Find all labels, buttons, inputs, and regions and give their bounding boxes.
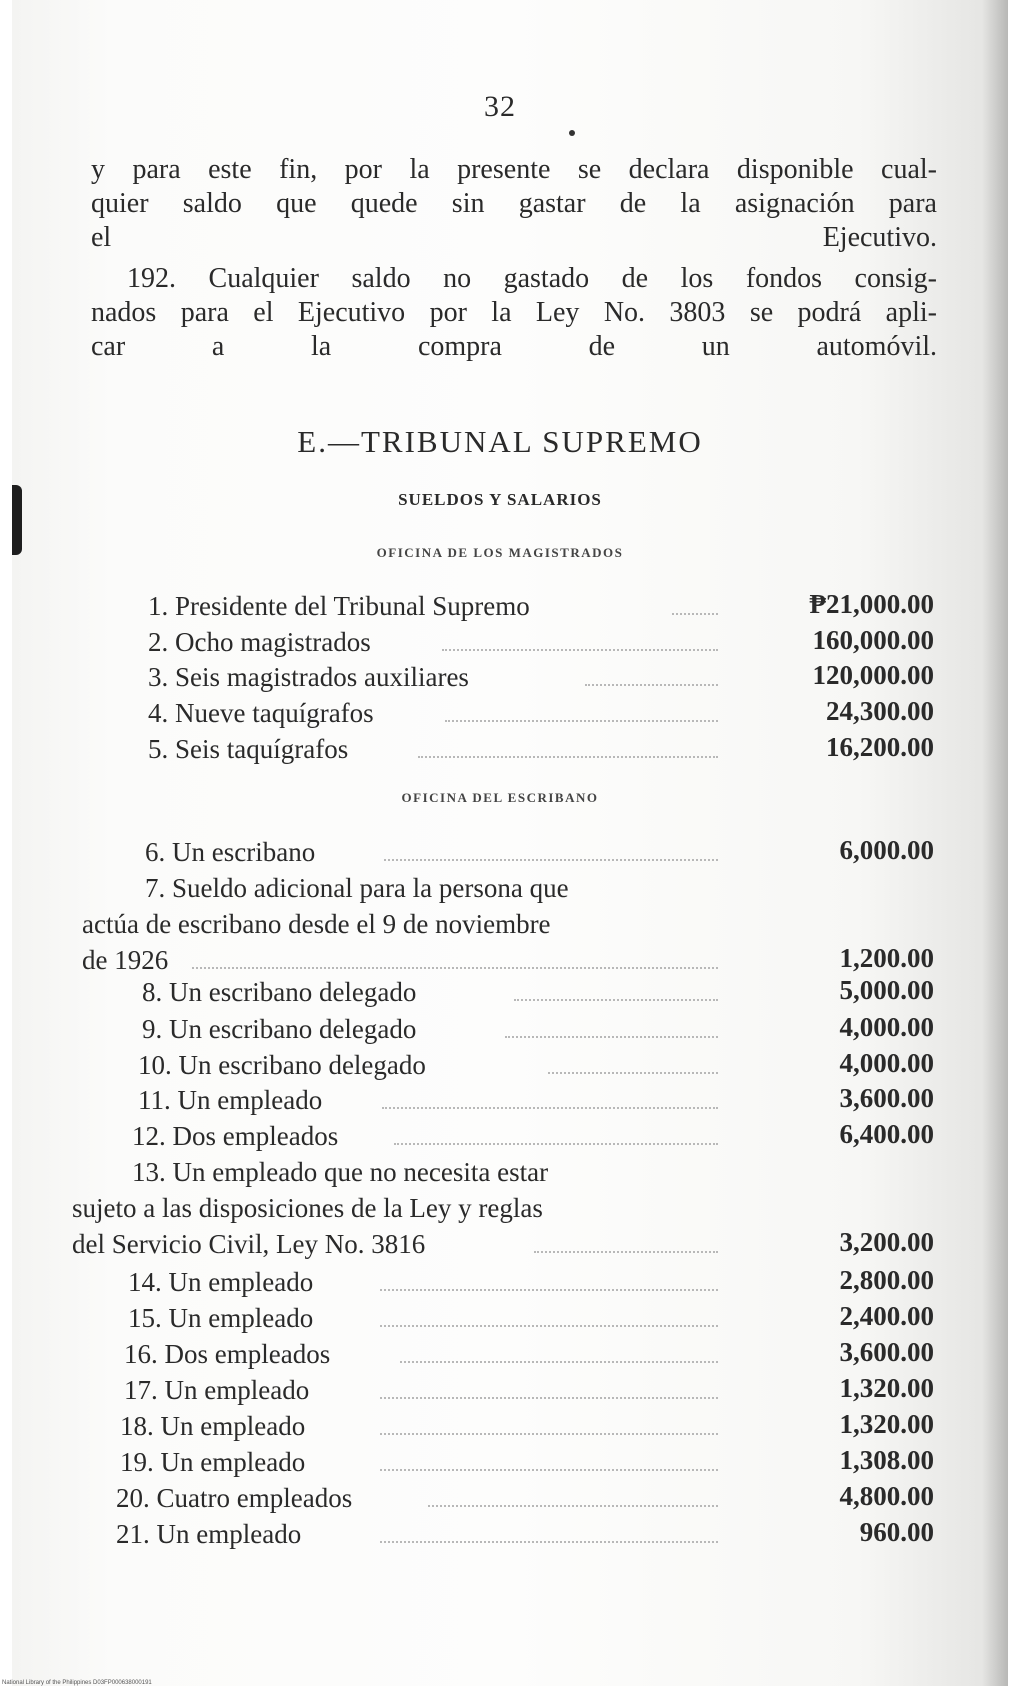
dotted-leader — [400, 1361, 718, 1363]
item-amount: 4,000.00 — [839, 1048, 934, 1078]
item-amount: 120,000.00 — [812, 660, 934, 690]
item-label-line: 7. Sueldo adicional para la persona que — [145, 873, 569, 903]
text-line: 192. Cualquier saldo no gastado de los fondos consig- — [127, 263, 937, 294]
item-label: 6. Un escribano — [145, 837, 316, 867]
item-label: 11. Un empleado — [138, 1085, 323, 1115]
item-label-line: 13. Un empleado que no necesita estar — [132, 1157, 549, 1187]
item-amount: 4,800.00 — [839, 1481, 934, 1511]
item-amount: 1,200.00 — [839, 943, 934, 973]
ink-dot — [569, 130, 575, 136]
item-amount: 4,000.00 — [839, 1012, 934, 1042]
dotted-leader — [394, 1143, 718, 1145]
item-amount: ₱21,000.00 — [809, 589, 934, 619]
item-label: 19. Un empleado — [120, 1447, 306, 1477]
item-label: 8. Un escribano delegado — [142, 977, 417, 1007]
item-label: 17. Un empleado — [124, 1375, 310, 1405]
dotted-leader — [382, 1107, 718, 1109]
dotted-leader — [380, 1397, 718, 1399]
item-label: 3. Seis magistrados auxiliares — [148, 662, 469, 692]
item-amount: 1,308.00 — [839, 1445, 934, 1475]
item-amount: 2,400.00 — [839, 1301, 934, 1331]
item-label: 9. Un escribano delegado — [142, 1014, 417, 1044]
item-label: 21. Un empleado — [116, 1519, 302, 1549]
item-amount: 960.00 — [859, 1517, 934, 1547]
item-amount: 3,200.00 — [839, 1227, 934, 1257]
paragraph-192 — [91, 262, 937, 364]
text-line: quier saldo que quede sin gastar de la asignación para — [91, 188, 937, 219]
dotted-leader — [192, 967, 718, 969]
dotted-leader — [534, 1251, 718, 1253]
dotted-leader — [672, 613, 718, 615]
item-label: 15. Un empleado — [128, 1303, 314, 1333]
dotted-leader — [380, 1433, 718, 1435]
section-title: E.—TRIBUNAL SUPREMO — [297, 424, 703, 459]
item-amount: 5,000.00 — [839, 975, 934, 1005]
page-edge-shadow — [982, 0, 1008, 1686]
item-amount: 16,200.00 — [826, 732, 934, 762]
item-amount: 2,800.00 — [839, 1265, 934, 1295]
text-line: car a la compra de un automóvil. — [91, 331, 937, 362]
dotted-leader — [418, 756, 718, 758]
dotted-leader — [380, 1289, 718, 1291]
item-label: 18. Un empleado — [120, 1411, 306, 1441]
item-amount: 160,000.00 — [812, 625, 934, 655]
item-amount: 1,320.00 — [839, 1373, 934, 1403]
dotted-leader — [380, 1469, 718, 1471]
item-label-line: de 1926 — [82, 945, 169, 975]
dotted-leader — [585, 684, 718, 686]
item-label-line: sujeto a las disposiciones de la Ley y reglas — [72, 1193, 543, 1223]
item-label: 4. Nueve taquígrafos — [148, 698, 374, 728]
dotted-leader — [442, 649, 718, 651]
item-amount: 1,320.00 — [839, 1409, 934, 1439]
dotted-leader — [384, 859, 718, 861]
text-line: nados para el Ejecutivo por la Ley No. 3803 se podrá apli- — [91, 297, 937, 328]
item-amount: 6,000.00 — [839, 835, 934, 865]
text-line: y para este fin, por la presente se declara disponible cual- — [91, 154, 937, 185]
item-label: 16. Dos empleados — [124, 1339, 331, 1369]
item-label: 12. Dos empleados — [132, 1121, 339, 1151]
subsection-title: SUELDOS Y SALARIOS — [398, 490, 602, 509]
item-label-line: actúa de escribano desde el 9 de noviembre — [82, 909, 551, 939]
office-heading-clerk: OFICINA DEL ESCRIBANO — [401, 790, 599, 805]
item-label: 5. Seis taquígrafos — [148, 734, 349, 764]
office-heading-magistrates: OFICINA DE LOS MAGISTRADOS — [376, 545, 624, 560]
dotted-leader — [505, 1036, 718, 1038]
dotted-leader — [514, 999, 718, 1001]
item-amount: 3,600.00 — [839, 1337, 934, 1367]
dotted-leader — [380, 1541, 718, 1543]
intro-paragraph — [91, 153, 937, 255]
dotted-leader — [380, 1325, 718, 1327]
dotted-leader — [548, 1072, 718, 1074]
dotted-leader — [445, 720, 718, 722]
item-label: 1. Presidente del Tribunal Supremo — [148, 591, 530, 621]
item-label-line: del Servicio Civil, Ley No. 3816 — [72, 1229, 426, 1259]
item-label: 20. Cuatro empleados — [116, 1483, 353, 1513]
item-label: 10. Un escribano delegado — [138, 1050, 426, 1080]
text-line: el Ejecutivo. — [91, 222, 937, 253]
item-label: 2. Ocho magistrados — [148, 627, 371, 657]
item-amount: 3,600.00 — [839, 1083, 934, 1113]
footer-note: National Library of the Philippines D03FP000638000191 — [2, 1680, 152, 1686]
item-amount: 6,400.00 — [839, 1119, 934, 1149]
page-number: 32 — [484, 90, 516, 123]
item-label: 14. Un empleado — [128, 1267, 314, 1297]
dotted-leader — [428, 1505, 718, 1507]
item-amount: 24,300.00 — [826, 696, 934, 726]
